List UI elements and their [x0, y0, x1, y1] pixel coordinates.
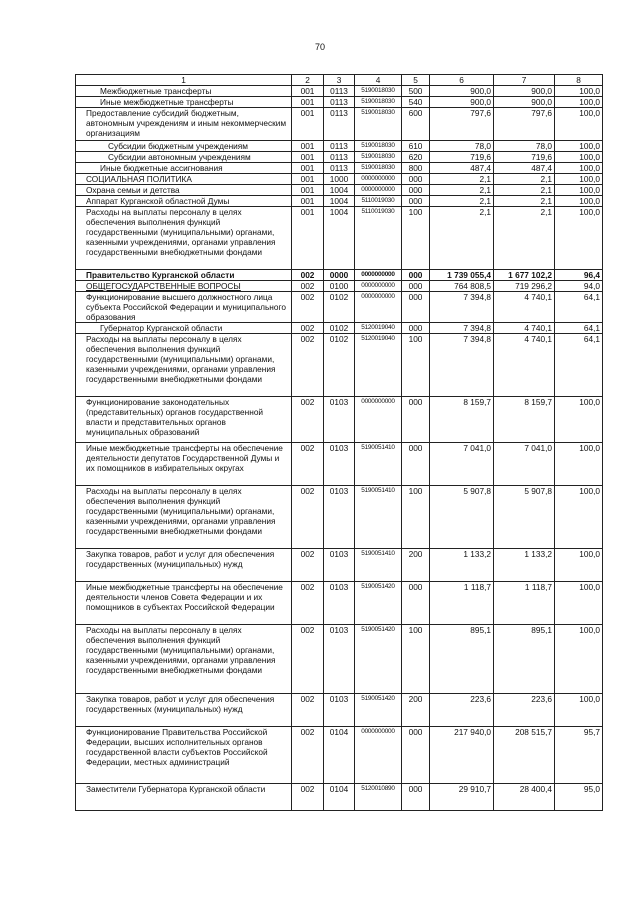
row-executed-amount: 8 159,7	[494, 397, 555, 443]
row-execution-percent: 100,0	[555, 152, 603, 163]
row-planned-amount: 764 808,5	[430, 281, 494, 292]
row-planned-amount: 7 394,8	[430, 323, 494, 334]
row-executed-amount: 208 515,7	[494, 727, 555, 784]
header-cell-2: 2	[292, 75, 324, 86]
row-section-code: 0113	[324, 163, 355, 174]
row-planned-amount: 217 940,0	[430, 727, 494, 784]
row-name: Иные межбюджетные трансферты	[76, 97, 292, 108]
row-ministry-code: 002	[292, 397, 324, 443]
row-ministry-code: 002	[292, 281, 324, 292]
row-ministry-code: 002	[292, 784, 324, 811]
table-row	[76, 334, 603, 397]
table-row	[76, 397, 603, 443]
row-ministry-code: 002	[292, 727, 324, 784]
row-section-code: 0113	[324, 141, 355, 152]
page-number: 70	[314, 42, 325, 52]
row-section-code: 0102	[324, 292, 355, 323]
row-target-article: 5190018030	[355, 108, 402, 141]
row-planned-amount: 895,1	[430, 625, 494, 694]
row-execution-percent: 100,0	[555, 397, 603, 443]
row-section-code: 0103	[324, 397, 355, 443]
row-expense-type: 000	[402, 196, 430, 207]
row-section-code: 0103	[324, 443, 355, 486]
table-row	[76, 163, 603, 174]
row-ministry-code: 001	[292, 163, 324, 174]
row-execution-percent: 100,0	[555, 625, 603, 694]
row-target-article: 0000000000	[355, 270, 402, 281]
row-execution-percent: 100,0	[555, 694, 603, 727]
row-executed-amount: 7 041,0	[494, 443, 555, 486]
row-executed-amount: 1 133,2	[494, 549, 555, 582]
row-ministry-code: 002	[292, 549, 324, 582]
row-executed-amount: 2,1	[494, 207, 555, 270]
row-section-code: 0113	[324, 86, 355, 97]
row-section-code: 0113	[324, 108, 355, 141]
row-executed-amount: 5 907,8	[494, 486, 555, 549]
row-section-code: 0104	[324, 784, 355, 811]
row-name: Закупка товаров, работ и услуг для обеспечения государственных (муниципальных) нужд	[76, 549, 292, 582]
row-execution-percent: 100,0	[555, 97, 603, 108]
table-row	[76, 108, 603, 141]
row-planned-amount: 1 118,7	[430, 582, 494, 625]
row-executed-amount: 797,6	[494, 108, 555, 141]
row-executed-amount: 895,1	[494, 625, 555, 694]
row-expense-type: 610	[402, 141, 430, 152]
row-expense-type: 200	[402, 694, 430, 727]
row-expense-type: 000	[402, 784, 430, 811]
table-row	[76, 141, 603, 152]
row-target-article: 5190051420	[355, 625, 402, 694]
row-target-article: 5110019030	[355, 196, 402, 207]
row-target-article: 5190018030	[355, 97, 402, 108]
row-planned-amount: 5 907,8	[430, 486, 494, 549]
row-planned-amount: 900,0	[430, 97, 494, 108]
row-name: Расходы на выплаты персоналу в целях обеспечения выполнения функций государственными (муниципальными) органами, казенными учреждениями, органами управления государственными внебюджетными фондами	[76, 207, 292, 270]
row-execution-percent: 64,1	[555, 334, 603, 397]
row-execution-percent: 100,0	[555, 486, 603, 549]
row-planned-amount: 487,4	[430, 163, 494, 174]
row-executed-amount: 719,6	[494, 152, 555, 163]
row-ministry-code: 002	[292, 270, 324, 281]
row-execution-percent: 94,0	[555, 281, 603, 292]
row-planned-amount: 7 041,0	[430, 443, 494, 486]
row-ministry-code: 001	[292, 196, 324, 207]
row-expense-type: 000	[402, 323, 430, 334]
row-name: Закупка товаров, работ и услуг для обеспечения государственных (муниципальных) нужд	[76, 694, 292, 727]
budget-table	[75, 74, 603, 811]
row-execution-percent: 100,0	[555, 549, 603, 582]
row-execution-percent: 100,0	[555, 185, 603, 196]
row-planned-amount: 900,0	[430, 86, 494, 97]
row-section-code: 0113	[324, 152, 355, 163]
row-executed-amount: 900,0	[494, 97, 555, 108]
header-cell-5: 5	[402, 75, 430, 86]
row-planned-amount: 2,1	[430, 207, 494, 270]
row-name: Субсидии бюджетным учреждениям	[76, 141, 292, 152]
row-name: Правительство Курганской области	[76, 270, 292, 281]
row-ministry-code: 002	[292, 625, 324, 694]
row-expense-type: 000	[402, 281, 430, 292]
row-target-article: 5120010890	[355, 784, 402, 811]
row-planned-amount: 29 910,7	[430, 784, 494, 811]
row-name: Функционирование законодательных (представительных) органов государственной власти и представительных органов муниципальных образований	[76, 397, 292, 443]
row-name: Аппарат Курганской областной Думы	[76, 196, 292, 207]
row-ministry-code: 002	[292, 323, 324, 334]
row-planned-amount: 223,6	[430, 694, 494, 727]
row-expense-type: 000	[402, 270, 430, 281]
row-name: Заместители Губернатора Курганской области	[76, 784, 292, 811]
row-expense-type: 000	[402, 582, 430, 625]
row-executed-amount: 28 400,4	[494, 784, 555, 811]
row-target-article: 5110019030	[355, 207, 402, 270]
row-ministry-code: 001	[292, 185, 324, 196]
table-row	[76, 727, 603, 784]
row-section-code: 0103	[324, 486, 355, 549]
row-section-code: 1000	[324, 174, 355, 185]
row-ministry-code: 002	[292, 292, 324, 323]
table-row	[76, 185, 603, 196]
row-section-code: 0102	[324, 323, 355, 334]
row-executed-amount: 4 740,1	[494, 323, 555, 334]
row-executed-amount: 4 740,1	[494, 334, 555, 397]
row-target-article: 0000000000	[355, 397, 402, 443]
table-row	[76, 784, 603, 811]
row-execution-percent: 95,0	[555, 784, 603, 811]
row-name: Охрана семьи и детства	[76, 185, 292, 196]
table-row	[76, 625, 603, 694]
row-name: Расходы на выплаты персоналу в целях обеспечения выполнения функций государственными (муниципальными) органами, казенными учреждениями, органами управления государственными внебюджетными фондами	[76, 334, 292, 397]
row-section-code: 0100	[324, 281, 355, 292]
row-executed-amount: 2,1	[494, 174, 555, 185]
row-name: Межбюджетные трансферты	[76, 86, 292, 97]
row-planned-amount: 7 394,8	[430, 292, 494, 323]
row-executed-amount: 1 677 102,2	[494, 270, 555, 281]
row-planned-amount: 2,1	[430, 174, 494, 185]
table-row	[76, 196, 603, 207]
row-ministry-code: 001	[292, 108, 324, 141]
table-row	[76, 281, 603, 292]
row-expense-type: 000	[402, 185, 430, 196]
row-section-code: 0102	[324, 334, 355, 397]
header-row	[76, 75, 603, 86]
table-row	[76, 549, 603, 582]
row-target-article: 5190051420	[355, 582, 402, 625]
header-cell-1: 1	[76, 75, 292, 86]
row-name: Субсидии автономным учреждениям	[76, 152, 292, 163]
row-executed-amount: 2,1	[494, 185, 555, 196]
row-expense-type: 000	[402, 397, 430, 443]
row-ministry-code: 001	[292, 86, 324, 97]
row-execution-percent: 64,1	[555, 292, 603, 323]
row-execution-percent: 100,0	[555, 196, 603, 207]
row-expense-type: 100	[402, 207, 430, 270]
row-target-article: 5190051410	[355, 549, 402, 582]
row-name: СОЦИАЛЬНАЯ ПОЛИТИКА	[76, 174, 292, 185]
row-target-article: 0000000000	[355, 174, 402, 185]
row-execution-percent: 100,0	[555, 163, 603, 174]
row-planned-amount: 8 159,7	[430, 397, 494, 443]
header-cell-8: 8	[555, 75, 603, 86]
row-expense-type: 540	[402, 97, 430, 108]
row-target-article: 5120019040	[355, 334, 402, 397]
row-execution-percent: 100,0	[555, 207, 603, 270]
table-row	[76, 97, 603, 108]
row-ministry-code: 001	[292, 97, 324, 108]
row-target-article: 5190051420	[355, 694, 402, 727]
row-execution-percent: 100,0	[555, 108, 603, 141]
row-expense-type: 800	[402, 163, 430, 174]
row-expense-type: 000	[402, 443, 430, 486]
row-executed-amount: 1 118,7	[494, 582, 555, 625]
row-target-article: 5190051410	[355, 443, 402, 486]
table-row	[76, 152, 603, 163]
row-execution-percent: 100,0	[555, 86, 603, 97]
row-execution-percent: 64,1	[555, 323, 603, 334]
row-planned-amount: 1 133,2	[430, 549, 494, 582]
row-executed-amount: 78,0	[494, 141, 555, 152]
row-section-code: 1004	[324, 196, 355, 207]
header-cell-4: 4	[355, 75, 402, 86]
table-row	[76, 292, 603, 323]
table-row	[76, 86, 603, 97]
table-row	[76, 486, 603, 549]
row-execution-percent: 100,0	[555, 582, 603, 625]
row-target-article: 5120019040	[355, 323, 402, 334]
table-row	[76, 323, 603, 334]
row-expense-type: 100	[402, 334, 430, 397]
row-target-article: 0000000000	[355, 281, 402, 292]
row-section-code: 0103	[324, 582, 355, 625]
row-planned-amount: 2,1	[430, 196, 494, 207]
row-ministry-code: 001	[292, 152, 324, 163]
row-name: Расходы на выплаты персоналу в целях обеспечения выполнения функций государственными (муниципальными) органами, казенными учреждениями, органами управления государственными внебюджетными фондами	[76, 486, 292, 549]
row-target-article: 0000000000	[355, 727, 402, 784]
row-planned-amount: 797,6	[430, 108, 494, 141]
row-section-code: 0000	[324, 270, 355, 281]
row-name: Функционирование высшего должностного лица субъекта Российской Федерации и муниципального образования	[76, 292, 292, 323]
row-target-article: 5190018030	[355, 141, 402, 152]
row-name: Иные бюджетные ассигнования	[76, 163, 292, 174]
table-row	[76, 207, 603, 270]
row-target-article: 0000000000	[355, 185, 402, 196]
table-row	[76, 443, 603, 486]
row-execution-percent: 100,0	[555, 141, 603, 152]
row-expense-type: 100	[402, 486, 430, 549]
row-execution-percent: 96,4	[555, 270, 603, 281]
row-ministry-code: 001	[292, 174, 324, 185]
row-execution-percent: 100,0	[555, 174, 603, 185]
row-name: Губернатор Курганской области	[76, 323, 292, 334]
row-executed-amount: 900,0	[494, 86, 555, 97]
table-row	[76, 270, 603, 281]
row-target-article: 5190018030	[355, 86, 402, 97]
row-executed-amount: 4 740,1	[494, 292, 555, 323]
row-ministry-code: 001	[292, 141, 324, 152]
row-section-code: 1004	[324, 185, 355, 196]
row-ministry-code: 001	[292, 207, 324, 270]
row-section-code: 0103	[324, 625, 355, 694]
row-name: Предоставление субсидий бюджетным, автономным учреждениям и иным некоммерческим организациям	[76, 108, 292, 141]
row-executed-amount: 719 296,2	[494, 281, 555, 292]
row-executed-amount: 223,6	[494, 694, 555, 727]
row-name: Иные межбюджетные трансферты на обеспечение деятельности депутатов Государственной Думы и их помощников в избирательных округах	[76, 443, 292, 486]
row-ministry-code: 002	[292, 582, 324, 625]
row-name: ОБЩЕГОСУДАРСТВЕННЫЕ ВОПРОСЫ	[76, 281, 292, 292]
row-section-code: 1004	[324, 207, 355, 270]
row-name: Функционирование Правительства Российской Федерации, высших исполнительных органов государственной власти субъектов Российской Федерации, местных администраций	[76, 727, 292, 784]
row-planned-amount: 1 739 055,4	[430, 270, 494, 281]
row-name: Расходы на выплаты персоналу в целях обеспечения выполнения функций государственными (муниципальными) органами, казенными учреждениями, органами управления государственными внебюджетными фондами	[76, 625, 292, 694]
row-ministry-code: 002	[292, 443, 324, 486]
table-row	[76, 694, 603, 727]
row-executed-amount: 487,4	[494, 163, 555, 174]
row-target-article: 5190018030	[355, 163, 402, 174]
row-target-article: 0000000000	[355, 292, 402, 323]
row-section-code: 0103	[324, 549, 355, 582]
row-planned-amount: 719,6	[430, 152, 494, 163]
row-planned-amount: 7 394,8	[430, 334, 494, 397]
row-ministry-code: 002	[292, 486, 324, 549]
row-name: Иные межбюджетные трансферты на обеспечение деятельности членов Совета Федерации и их помощников в субъектах Российской Федерации	[76, 582, 292, 625]
row-expense-type: 500	[402, 86, 430, 97]
header-cell-7: 7	[494, 75, 555, 86]
row-executed-amount: 2,1	[494, 196, 555, 207]
row-ministry-code: 002	[292, 694, 324, 727]
row-execution-percent: 95,7	[555, 727, 603, 784]
row-section-code: 0103	[324, 694, 355, 727]
row-expense-type: 200	[402, 549, 430, 582]
table-row	[76, 174, 603, 185]
row-expense-type: 600	[402, 108, 430, 141]
table-row	[76, 582, 603, 625]
row-planned-amount: 78,0	[430, 141, 494, 152]
row-section-code: 0104	[324, 727, 355, 784]
row-expense-type: 100	[402, 625, 430, 694]
row-execution-percent: 100,0	[555, 443, 603, 486]
row-target-article: 5190018030	[355, 152, 402, 163]
header-cell-6: 6	[430, 75, 494, 86]
header-cell-3: 3	[324, 75, 355, 86]
row-expense-type: 000	[402, 727, 430, 784]
row-expense-type: 000	[402, 174, 430, 185]
row-expense-type: 000	[402, 292, 430, 323]
row-section-code: 0113	[324, 97, 355, 108]
row-ministry-code: 002	[292, 334, 324, 397]
row-target-article: 5190051410	[355, 486, 402, 549]
row-planned-amount: 2,1	[430, 185, 494, 196]
row-expense-type: 620	[402, 152, 430, 163]
